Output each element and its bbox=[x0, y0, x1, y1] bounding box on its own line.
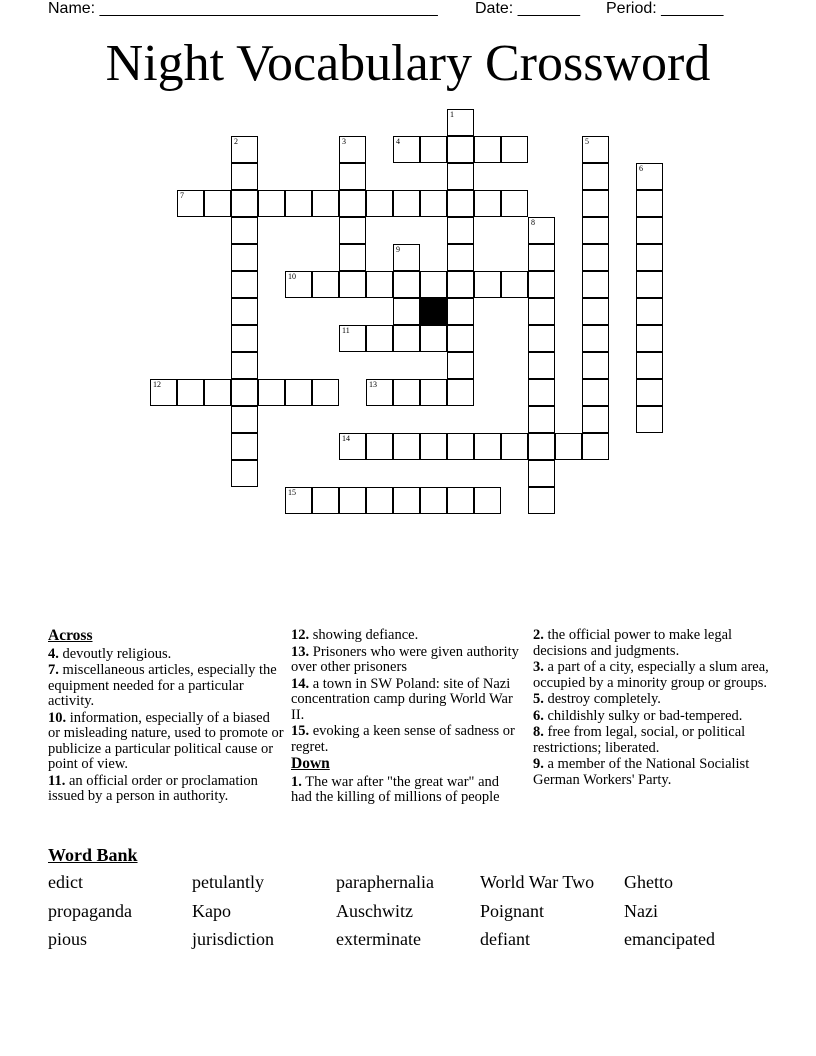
crossword-cell[interactable] bbox=[636, 244, 663, 271]
clue-number: 9 bbox=[396, 245, 400, 254]
crossword-cell[interactable] bbox=[339, 190, 366, 217]
crossword-cell[interactable] bbox=[339, 325, 366, 352]
clue-across-10: 10. information, especially of a biased or misleading nature, used to promote or publicize a particular political cause or point of view. bbox=[48, 709, 284, 772]
crossword-cell[interactable] bbox=[231, 406, 258, 433]
date-field[interactable]: Date: _______ bbox=[475, 0, 580, 17]
crossword-cell[interactable] bbox=[231, 433, 258, 460]
crossword-cell[interactable] bbox=[393, 298, 420, 325]
crossword-cell[interactable] bbox=[555, 433, 582, 460]
word-bank-word: Poignant bbox=[480, 900, 545, 921]
crossword-cell[interactable] bbox=[636, 298, 663, 325]
crossword-cell[interactable] bbox=[339, 433, 366, 460]
crossword-cell[interactable] bbox=[393, 325, 420, 352]
crossword-cell[interactable] bbox=[582, 325, 609, 352]
crossword-cell[interactable] bbox=[339, 487, 366, 514]
clue-across-7: 7. miscellaneous articles, especially the equipment needed for a particular activity. bbox=[48, 662, 277, 709]
crossword-cell[interactable] bbox=[447, 244, 474, 271]
word-bank-word: edict bbox=[48, 872, 83, 892]
clue-number: 7 bbox=[180, 191, 184, 200]
crossword-cell[interactable] bbox=[528, 217, 555, 244]
clue-across-15: 15. evoking a keen sense of sadness or regret. bbox=[291, 723, 515, 755]
crossword-cell[interactable] bbox=[285, 271, 312, 298]
crossword-cell[interactable] bbox=[312, 271, 339, 298]
crossword-cell[interactable] bbox=[393, 136, 420, 163]
clue-down-8: 8. free from legal, social, or political restrictions; liberated. bbox=[533, 724, 746, 756]
crossword-cell[interactable] bbox=[447, 379, 474, 406]
clue-number: 3 bbox=[342, 137, 346, 146]
crossword-cell[interactable] bbox=[258, 190, 285, 217]
crossword-cell[interactable] bbox=[636, 379, 663, 406]
crossword-cell[interactable] bbox=[231, 190, 258, 217]
crossword-cell[interactable] bbox=[528, 325, 555, 352]
clue-column-3 bbox=[533, 628, 769, 789]
crossword-cell[interactable] bbox=[501, 136, 528, 163]
clue-number: 2 bbox=[234, 137, 238, 146]
word-bank-word: pious bbox=[48, 929, 88, 949]
word-bank-word: Nazi bbox=[624, 900, 658, 921]
crossword-cell[interactable] bbox=[582, 433, 609, 460]
clue-number: 8 bbox=[531, 218, 535, 227]
crossword-cell[interactable] bbox=[204, 379, 231, 406]
crossword-cell[interactable] bbox=[339, 163, 366, 190]
clue-down-3: 3. a part of a city, especially a slum area, occupied by a minority group or groups. bbox=[533, 659, 769, 691]
crossword-cell[interactable] bbox=[636, 406, 663, 433]
crossword-cell[interactable] bbox=[393, 433, 420, 460]
clue-number: 12 bbox=[153, 380, 161, 389]
crossword-cell[interactable] bbox=[582, 136, 609, 163]
crossword-cell[interactable] bbox=[582, 217, 609, 244]
crossword-black-square bbox=[420, 298, 447, 325]
clue-number: 13 bbox=[369, 380, 377, 389]
word-bank-word: Kapo bbox=[192, 900, 231, 921]
crossword-cell[interactable] bbox=[393, 487, 420, 514]
word-bank-row bbox=[48, 929, 768, 958]
crossword-cell[interactable] bbox=[528, 379, 555, 406]
word-bank-word: emancipated bbox=[624, 929, 715, 949]
clue-down-5: 5. destroy completely. bbox=[533, 691, 661, 707]
clue-across-11: 11. an official order or proclamation issued by a person in authority. bbox=[48, 772, 258, 804]
crossword-cell[interactable] bbox=[528, 433, 555, 460]
crossword-cell[interactable] bbox=[231, 298, 258, 325]
crossword-cell[interactable] bbox=[447, 136, 474, 163]
crossword-cell[interactable] bbox=[501, 190, 528, 217]
crossword-cell[interactable] bbox=[231, 244, 258, 271]
crossword-cell[interactable] bbox=[393, 190, 420, 217]
crossword-cell[interactable] bbox=[582, 271, 609, 298]
crossword-cell[interactable] bbox=[366, 487, 393, 514]
clue-across-14: 14. a town in SW Poland: site of Nazi concentration camp during World War II. bbox=[291, 675, 513, 723]
clue-number: 5 bbox=[585, 137, 589, 146]
word-bank-row bbox=[48, 872, 768, 901]
crossword-cell[interactable] bbox=[177, 379, 204, 406]
clue-number: 10 bbox=[288, 272, 296, 281]
crossword-cell[interactable] bbox=[312, 190, 339, 217]
crossword-cell[interactable] bbox=[474, 271, 501, 298]
crossword-cell[interactable] bbox=[582, 406, 609, 433]
crossword-cell[interactable] bbox=[582, 163, 609, 190]
word-bank-word: World War Two bbox=[480, 872, 595, 892]
clue-across-12: 12. showing defiance. bbox=[291, 627, 419, 643]
crossword-cell[interactable] bbox=[366, 325, 393, 352]
clue-number: 1 bbox=[450, 110, 454, 119]
crossword-cell[interactable] bbox=[366, 433, 393, 460]
word-bank-word: petulantly bbox=[192, 872, 264, 892]
word-bank-word: exterminate bbox=[336, 929, 421, 949]
crossword-cell[interactable] bbox=[231, 217, 258, 244]
crossword-cell[interactable] bbox=[312, 487, 339, 514]
crossword-cell[interactable] bbox=[258, 379, 285, 406]
crossword-cell[interactable] bbox=[528, 298, 555, 325]
crossword-cell[interactable] bbox=[312, 379, 339, 406]
crossword-cell[interactable] bbox=[366, 379, 393, 406]
crossword-cell[interactable] bbox=[474, 190, 501, 217]
name-field[interactable]: Name: ______________________________________ bbox=[48, 0, 438, 17]
crossword-cell[interactable] bbox=[366, 190, 393, 217]
crossword-cell[interactable] bbox=[582, 298, 609, 325]
crossword-cell[interactable] bbox=[528, 244, 555, 271]
crossword-cell[interactable] bbox=[231, 325, 258, 352]
clue-down-2: 2. the official power to make legal decisions and judgments. bbox=[533, 627, 733, 659]
clue-number: 14 bbox=[342, 434, 350, 443]
crossword-cell[interactable] bbox=[339, 271, 366, 298]
crossword-cell[interactable] bbox=[528, 460, 555, 487]
crossword-cell[interactable] bbox=[231, 136, 258, 163]
word-bank-word: defiant bbox=[480, 929, 530, 949]
crossword-cell[interactable] bbox=[528, 406, 555, 433]
crossword-cell[interactable] bbox=[447, 271, 474, 298]
word-bank-word: propaganda bbox=[48, 900, 132, 921]
crossword-cell[interactable] bbox=[393, 244, 420, 271]
crossword-cell[interactable] bbox=[447, 109, 474, 136]
crossword-cell[interactable] bbox=[420, 379, 447, 406]
crossword-cell[interactable] bbox=[582, 352, 609, 379]
word-bank bbox=[48, 872, 768, 958]
crossword-cell[interactable] bbox=[204, 190, 231, 217]
crossword-cell[interactable] bbox=[393, 271, 420, 298]
crossword-cell[interactable] bbox=[285, 379, 312, 406]
word-bank-title: Word Bank bbox=[48, 845, 138, 865]
clue-down-9: 9. a member of the National Socialist German Workers' Party. bbox=[533, 756, 750, 788]
clue-number: 4 bbox=[396, 137, 400, 146]
clue-number: 6 bbox=[639, 164, 643, 173]
crossword-cell[interactable] bbox=[285, 487, 312, 514]
crossword-cell[interactable] bbox=[474, 433, 501, 460]
crossword-cell[interactable] bbox=[501, 433, 528, 460]
crossword-cell[interactable] bbox=[636, 352, 663, 379]
crossword-cell[interactable] bbox=[636, 163, 663, 190]
clue-down-1: 1. The war after "the great war" and had the killing of millions of people bbox=[291, 773, 500, 805]
crossword-cell[interactable] bbox=[447, 433, 474, 460]
crossword-cell[interactable] bbox=[339, 244, 366, 271]
crossword-cell[interactable] bbox=[501, 271, 528, 298]
crossword-cell[interactable] bbox=[420, 487, 447, 514]
crossword-cell[interactable] bbox=[447, 325, 474, 352]
crossword-cell[interactable] bbox=[636, 271, 663, 298]
period-field[interactable]: Period: _______ bbox=[606, 0, 724, 17]
crossword-cell[interactable] bbox=[420, 190, 447, 217]
crossword-cell[interactable] bbox=[231, 271, 258, 298]
clue-column-2 bbox=[291, 628, 519, 807]
crossword-cell[interactable] bbox=[636, 190, 663, 217]
word-bank-word: Ghetto bbox=[624, 872, 673, 892]
crossword-cell[interactable] bbox=[447, 352, 474, 379]
crossword-cell[interactable] bbox=[393, 379, 420, 406]
clue-down-6: 6. childishly sulky or bad-tempered. bbox=[533, 707, 743, 724]
crossword-cell[interactable] bbox=[582, 379, 609, 406]
crossword-cell[interactable] bbox=[582, 244, 609, 271]
clue-number: 15 bbox=[288, 488, 296, 497]
crossword-cell[interactable] bbox=[582, 190, 609, 217]
crossword-cell[interactable] bbox=[339, 136, 366, 163]
word-bank-word: paraphernalia bbox=[336, 872, 434, 892]
clue-across-4: 4. devoutly religious. bbox=[48, 645, 172, 662]
crossword-cell[interactable] bbox=[285, 190, 312, 217]
crossword-cell[interactable] bbox=[420, 433, 447, 460]
crossword-cell[interactable] bbox=[447, 217, 474, 244]
crossword-cell[interactable] bbox=[231, 379, 258, 406]
crossword-cell[interactable] bbox=[231, 460, 258, 487]
crossword-cell[interactable] bbox=[528, 487, 555, 514]
across-heading: Across bbox=[48, 627, 93, 644]
crossword-cell[interactable] bbox=[474, 487, 501, 514]
clue-across-13: 13. Prisoners who were given authority over other prisoners bbox=[291, 643, 519, 675]
crossword-cell[interactable] bbox=[177, 190, 204, 217]
crossword-cell[interactable] bbox=[636, 217, 663, 244]
clue-column-1 bbox=[48, 628, 284, 806]
word-bank-row bbox=[48, 901, 768, 930]
crossword-cell[interactable] bbox=[420, 271, 447, 298]
crossword-cell[interactable] bbox=[636, 325, 663, 352]
crossword-cell[interactable] bbox=[447, 298, 474, 325]
down-heading: Down bbox=[291, 755, 330, 772]
crossword-cell[interactable] bbox=[528, 271, 555, 298]
crossword-cell[interactable] bbox=[447, 163, 474, 190]
word-bank-word: jurisdiction bbox=[192, 929, 274, 949]
crossword-cell[interactable] bbox=[528, 352, 555, 379]
crossword-cell[interactable] bbox=[474, 136, 501, 163]
crossword-cell[interactable] bbox=[447, 487, 474, 514]
crossword-cell[interactable] bbox=[150, 379, 177, 406]
crossword-cell[interactable] bbox=[231, 352, 258, 379]
crossword-cell[interactable] bbox=[420, 136, 447, 163]
crossword-cell[interactable] bbox=[420, 325, 447, 352]
page-title: Night Vocabulary Crossword bbox=[105, 35, 711, 92]
clue-number: 11 bbox=[342, 326, 350, 335]
crossword-cell[interactable] bbox=[339, 217, 366, 244]
crossword-cell[interactable] bbox=[366, 271, 393, 298]
crossword-cell[interactable] bbox=[447, 190, 474, 217]
crossword-cell[interactable] bbox=[231, 163, 258, 190]
word-bank-word: Auschwitz bbox=[336, 900, 413, 921]
